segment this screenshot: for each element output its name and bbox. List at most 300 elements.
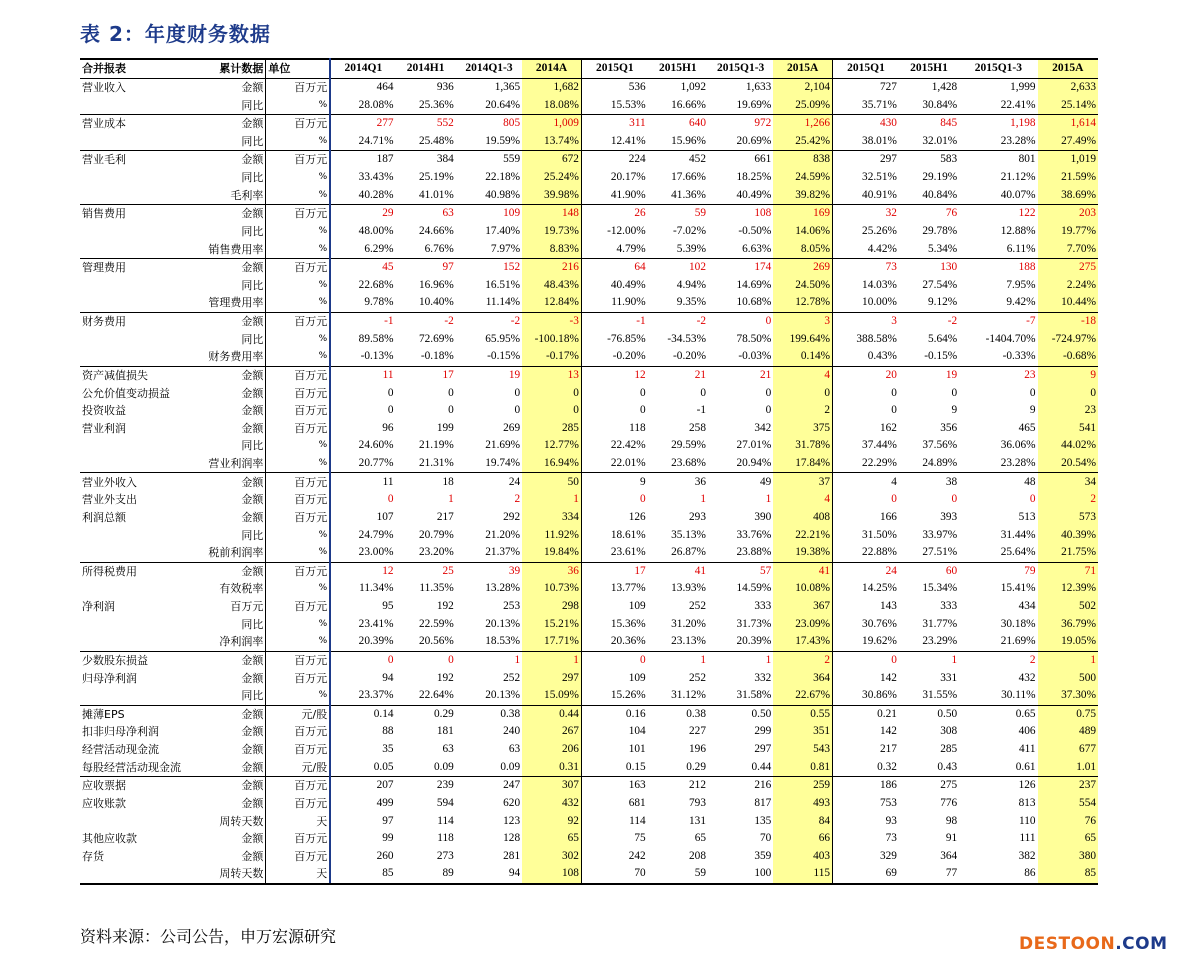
table-row	[80, 223, 1098, 241]
table-cell: 14.25%	[862, 582, 897, 595]
row-unit-cell	[266, 848, 330, 866]
table-cell: 753	[879, 796, 897, 809]
table-cell: 1	[522, 491, 581, 509]
row-data-type: 金额	[191, 491, 266, 509]
table-cell: 14.69%	[736, 278, 772, 291]
table-cell: -0.20%	[673, 350, 706, 363]
row-unit-cell	[266, 473, 330, 491]
table-cell: 0	[700, 386, 706, 399]
header-unit: 单位	[266, 59, 330, 78]
header-period: 2015Q1	[833, 59, 899, 78]
table-cell: 2	[773, 651, 832, 669]
table-cell: 15.26%	[610, 689, 646, 702]
table-cell: 5.64%	[927, 332, 958, 345]
table-cell: 37.56%	[922, 439, 958, 452]
table-cell: 8.05%	[773, 240, 832, 258]
table-cell: 38	[899, 473, 959, 491]
row-item-name: 经营活动现金流	[82, 743, 159, 757]
table-cell: 2.24%	[1038, 277, 1098, 295]
financial-table	[80, 58, 1098, 885]
table-cell: 0	[1029, 493, 1036, 506]
table-cell: 1.01	[1038, 758, 1098, 776]
row-unit-cell	[266, 420, 330, 438]
table-row	[80, 562, 1098, 580]
table-cell: 18.25%	[736, 171, 772, 184]
row-data-type: 金额	[191, 384, 266, 402]
row-item-name: 财务费用	[80, 312, 191, 330]
table-cell: 227	[689, 725, 706, 738]
table-cell: 16.96%	[418, 278, 454, 291]
table-row	[80, 402, 1098, 420]
table-cell: 0	[891, 404, 897, 417]
table-cell: 31.20%	[671, 617, 706, 630]
table-cell: 239	[396, 777, 456, 795]
table-cell: 109	[628, 671, 646, 684]
table-cell: -1404.70%	[985, 332, 1036, 345]
table-cell: 37.44%	[862, 439, 897, 452]
table-cell: 543	[773, 741, 832, 759]
row-data-type: 金额	[191, 830, 266, 848]
row-data-type: 百万元	[191, 598, 266, 616]
table-cell: 0	[891, 493, 897, 506]
table-title: 表 2：年度财务数据	[80, 22, 271, 46]
table-cell: 273	[436, 849, 454, 862]
table-cell: 30.11%	[1001, 689, 1036, 702]
row-unit: %	[318, 440, 328, 451]
table-row	[80, 491, 1098, 509]
table-cell: 20.77%	[358, 457, 394, 470]
table-cell: 63	[442, 743, 454, 756]
table-row	[80, 96, 1098, 114]
row-data-type: 金额	[191, 562, 266, 580]
table-cell: 583	[899, 151, 959, 169]
table-cell: 63	[396, 205, 456, 223]
table-cell: 20.17%	[610, 171, 646, 184]
table-cell: 24.89%	[922, 457, 958, 470]
table-cell: 31.50%	[862, 528, 897, 541]
row-data-type: 营业利润率	[191, 455, 266, 473]
table-cell: 31.44%	[1000, 528, 1036, 541]
table-cell: 207	[330, 777, 395, 795]
row-unit: 百万元	[294, 117, 328, 131]
table-cell: 19.05%	[1038, 633, 1098, 651]
table-cell: -0.50%	[738, 224, 772, 237]
table-cell: 11	[330, 473, 395, 491]
row-unit-cell	[266, 526, 330, 544]
row-unit: 天	[316, 867, 328, 881]
table-cell: 10.40%	[418, 296, 454, 309]
table-cell: 115	[773, 865, 832, 884]
table-cell: 9	[581, 473, 647, 491]
table-cell: 114	[437, 814, 454, 827]
row-unit: 百万元	[294, 832, 328, 846]
row-data-type: 同比	[191, 133, 266, 151]
table-cell: 6.76%	[424, 242, 454, 255]
table-cell: 19.84%	[522, 544, 581, 562]
table-cell: -2	[456, 312, 522, 330]
table-cell: 15.34%	[922, 582, 958, 595]
table-cell: 500	[1038, 669, 1098, 687]
row-unit: 百万元	[294, 80, 328, 94]
table-cell: 99	[382, 832, 394, 845]
row-item-name	[80, 294, 191, 312]
table-cell: 88	[382, 725, 394, 738]
row-data-type: 金额	[191, 777, 266, 795]
table-cell: 63	[508, 743, 521, 756]
header-type: 累计数据	[191, 59, 266, 78]
table-cell: 285	[522, 420, 581, 438]
table-cell: 48.43%	[522, 277, 581, 295]
table-cell: 33.43%	[358, 171, 394, 184]
table-cell: 536	[628, 80, 646, 93]
table-cell: 142	[879, 725, 897, 738]
row-data-type: 金额	[191, 669, 266, 687]
table-cell: 9.42%	[1006, 296, 1036, 309]
table-cell: 364	[773, 669, 832, 687]
table-row	[80, 437, 1098, 455]
table-cell: 24.66%	[418, 224, 454, 237]
row-unit: %	[318, 297, 328, 308]
table-cell: 333	[940, 600, 958, 613]
table-cell: 27.54%	[922, 278, 958, 291]
table-cell: 110	[1019, 814, 1036, 827]
row-unit-cell	[266, 455, 330, 473]
table-cell: 10.00%	[862, 296, 897, 309]
table-cell: 128	[503, 832, 521, 845]
table-cell: 152	[456, 258, 522, 276]
table-cell: 10.73%	[522, 580, 581, 598]
table-row	[80, 455, 1098, 473]
table-cell: 252	[689, 671, 706, 684]
table-cell: 94	[382, 671, 394, 684]
table-row	[80, 598, 1098, 616]
table-row	[80, 615, 1098, 633]
table-cell: 17.71%	[522, 633, 581, 651]
table-cell: 50	[522, 473, 581, 491]
table-cell: 3	[833, 312, 899, 330]
table-cell: 23.13%	[671, 635, 706, 648]
table-cell: 36.06%	[1000, 439, 1036, 452]
table-cell: 92	[522, 812, 581, 830]
table-cell: 406	[1018, 725, 1036, 738]
row-unit-cell	[266, 96, 330, 114]
table-cell: 174	[708, 258, 773, 276]
row-data-type: 金额	[191, 848, 266, 866]
table-cell: 59	[648, 865, 708, 884]
table-cell: 41	[648, 562, 708, 580]
row-data-type: 金额	[191, 151, 266, 169]
table-cell: 34	[1038, 473, 1098, 491]
table-cell: 23.28%	[1000, 134, 1036, 147]
row-unit: 百万元	[294, 368, 328, 382]
table-cell: 342	[754, 421, 772, 434]
row-unit-cell	[266, 330, 330, 348]
table-cell: -2	[396, 312, 456, 330]
header-period: 2015A	[1038, 59, 1098, 78]
table-cell: 85	[330, 865, 395, 884]
table-cell: 1,428	[931, 80, 958, 93]
table-cell: 2	[773, 402, 832, 420]
table-cell: 2	[514, 493, 521, 506]
table-cell: 12	[330, 562, 395, 580]
table-cell: 367	[773, 598, 832, 616]
row-unit: 百万元	[294, 153, 328, 167]
table-body	[80, 78, 1098, 884]
table-cell: 329	[879, 849, 897, 862]
table-cell: 23.28%	[1000, 457, 1036, 470]
row-unit: %	[318, 690, 328, 701]
table-cell: 247	[456, 777, 522, 795]
table-row	[80, 687, 1098, 705]
row-data-type: 毛利率	[191, 186, 266, 204]
header-item: 合并报表	[80, 59, 191, 78]
table-cell: 41	[773, 562, 832, 580]
table-cell: 16.51%	[485, 278, 521, 291]
table-cell: 267	[522, 723, 581, 741]
table-row	[80, 384, 1098, 402]
table-cell: 242	[628, 849, 646, 862]
table-cell: 0.38	[648, 705, 708, 723]
row-data-type: 金额	[191, 420, 266, 438]
table-cell: 104	[628, 725, 646, 738]
row-item-name: 营业外支出	[82, 493, 137, 507]
table-cell: 297	[522, 669, 581, 687]
table-cell: 96	[382, 421, 394, 434]
table-cell: -76.85%	[607, 332, 646, 345]
row-unit-cell	[266, 777, 330, 795]
table-cell: 499	[376, 796, 394, 809]
table-cell: 0	[581, 651, 647, 669]
table-cell: 21	[708, 366, 773, 384]
table-row	[80, 830, 1098, 848]
header-period: 2014Q1	[330, 59, 395, 78]
row-unit-cell	[266, 723, 330, 741]
table-cell: 18.61%	[610, 528, 646, 541]
table-cell: 41.36%	[671, 188, 706, 201]
row-data-type: 管理费用率	[191, 294, 266, 312]
table-cell: 302	[522, 848, 581, 866]
table-cell: 97	[382, 814, 394, 827]
table-cell: 11.34%	[359, 582, 394, 595]
table-cell: 33.76%	[736, 528, 772, 541]
table-cell: 22.68%	[358, 278, 394, 291]
table-cell: 72.69%	[418, 332, 454, 345]
row-item-name	[80, 186, 191, 204]
table-cell: 0.55	[773, 705, 832, 723]
table-cell: 380	[1038, 848, 1098, 866]
table-cell: 1	[456, 651, 522, 669]
table-cell: 21.75%	[1038, 544, 1098, 562]
row-unit-cell	[266, 223, 330, 241]
table-cell: 21.69%	[485, 439, 521, 452]
table-cell: 15.09%	[522, 687, 581, 705]
table-cell: 66	[773, 830, 832, 848]
table-cell: 356	[940, 421, 958, 434]
table-row	[80, 669, 1098, 687]
table-cell: -0.18%	[420, 350, 454, 363]
table-cell: 1	[765, 493, 772, 506]
table-cell: 21.31%	[418, 457, 454, 470]
table-cell: 107	[376, 510, 394, 523]
table-cell: 5.39%	[676, 242, 706, 255]
table-cell: 20.79%	[418, 528, 454, 541]
table-cell: 307	[522, 777, 581, 795]
table-cell: 181	[436, 725, 454, 738]
table-cell: 541	[1038, 420, 1098, 438]
row-unit-cell	[266, 78, 330, 96]
table-cell: 11.14%	[485, 296, 521, 309]
table-cell: 2	[959, 651, 1037, 669]
row-item-name	[80, 812, 191, 830]
table-cell: 252	[503, 671, 521, 684]
table-cell: 212	[648, 777, 708, 795]
table-cell: 801	[959, 151, 1037, 169]
table-cell: 25.48%	[418, 134, 454, 147]
table-cell: 25.19%	[418, 171, 454, 184]
table-cell: -1	[330, 312, 395, 330]
table-row	[80, 78, 1098, 96]
table-cell: 24.50%	[773, 277, 832, 295]
table-row	[80, 258, 1098, 276]
table-cell: 40.98%	[485, 188, 521, 201]
row-item-name: 每股经营活动现金流	[82, 760, 181, 774]
table-cell: 20.54%	[1038, 455, 1098, 473]
table-cell: -0.15%	[924, 350, 958, 363]
table-cell: 109	[456, 205, 522, 223]
table-cell: 0	[640, 386, 646, 399]
row-item-name: 摊薄EPS	[80, 705, 191, 723]
table-cell: 224	[581, 151, 647, 169]
table-cell: 35	[382, 743, 394, 756]
table-cell: 7.70%	[1038, 240, 1098, 258]
table-cell: 351	[773, 723, 832, 741]
table-cell: 388.58%	[856, 332, 897, 345]
table-cell: 19	[899, 366, 959, 384]
row-item-name: 营业利润	[82, 421, 126, 435]
table-row	[80, 758, 1098, 776]
table-cell: 0	[522, 402, 581, 420]
table-cell: 0	[448, 386, 454, 399]
row-item-name	[80, 330, 191, 348]
table-cell: 169	[773, 205, 832, 223]
table-cell: 20	[833, 366, 899, 384]
table-cell: 793	[689, 796, 706, 809]
table-cell: 64	[581, 258, 647, 276]
table-cell: 297	[833, 151, 899, 169]
row-unit-cell	[266, 277, 330, 295]
table-cell: 35.13%	[671, 528, 706, 541]
row-unit-cell	[266, 114, 330, 132]
table-cell: 65	[1038, 830, 1098, 848]
table-cell: 17.40%	[485, 224, 521, 237]
table-cell: 0	[396, 651, 456, 669]
table-cell: 73	[833, 258, 899, 276]
table-cell: 216	[708, 777, 773, 795]
table-cell: 11	[330, 366, 395, 384]
table-cell: -7.02%	[673, 224, 706, 237]
row-unit: %	[318, 225, 328, 236]
table-cell: 375	[773, 420, 832, 438]
table-cell: 292	[503, 510, 521, 523]
table-cell: 65.95%	[485, 332, 521, 345]
row-item-name	[80, 865, 191, 884]
table-cell: 203	[1038, 205, 1098, 223]
table-cell: 25.09%	[773, 96, 832, 114]
row-unit: 百万元	[294, 493, 328, 507]
table-cell: 1,614	[1038, 114, 1098, 132]
table-cell: 25	[396, 562, 456, 580]
table-cell: 32.01%	[922, 134, 958, 147]
table-cell: 126	[959, 777, 1037, 795]
table-cell: 0	[951, 386, 958, 399]
table-cell: 217	[879, 743, 897, 756]
table-cell: 1,633	[745, 80, 772, 93]
table-cell: 1,009	[522, 114, 581, 132]
row-unit: 百万元	[294, 404, 328, 418]
table-cell: 10.68%	[736, 296, 772, 309]
table-cell: 20.64%	[485, 98, 521, 111]
row-unit: %	[318, 172, 328, 183]
table-cell: -7	[959, 312, 1037, 330]
table-cell: 0.32	[877, 760, 897, 773]
row-data-type: 金额	[191, 205, 266, 223]
table-cell: 0	[514, 404, 521, 417]
table-cell: 26	[581, 205, 647, 223]
row-data-type: 金额	[191, 258, 266, 276]
table-cell: 464	[376, 80, 394, 93]
row-unit: %	[318, 636, 328, 647]
table-cell: 48.00%	[358, 224, 394, 237]
table-cell: 2	[1038, 491, 1098, 509]
row-unit: %	[318, 333, 328, 344]
row-data-type: 金额	[191, 366, 266, 384]
table-cell: 41.90%	[610, 188, 646, 201]
table-row	[80, 580, 1098, 598]
row-item-name: 应收账款	[82, 796, 126, 810]
table-cell: 49	[708, 473, 773, 491]
row-unit-cell	[266, 687, 330, 705]
table-cell: 38.01%	[862, 134, 897, 147]
table-cell: 76	[899, 205, 959, 223]
table-header-row	[80, 59, 1098, 78]
table-cell: 9.78%	[364, 296, 394, 309]
table-cell: 333	[754, 600, 772, 613]
row-unit-cell	[266, 795, 330, 813]
row-unit-cell	[266, 509, 330, 527]
table-cell: 9	[951, 404, 958, 417]
table-cell: 15.36%	[610, 617, 646, 630]
row-data-type: 财务费用率	[191, 348, 266, 366]
table-cell: 0	[522, 384, 581, 402]
table-row	[80, 114, 1098, 132]
table-cell: 130	[899, 258, 959, 276]
table-cell: 38.69%	[1038, 186, 1098, 204]
row-item-name: 应收票据	[80, 777, 191, 795]
table-cell: 31.77%	[922, 617, 958, 630]
row-unit-cell	[266, 580, 330, 598]
table-row	[80, 812, 1098, 830]
row-unit: 天	[316, 814, 328, 828]
row-unit-cell	[266, 258, 330, 276]
table-cell: 23	[959, 366, 1037, 384]
table-cell: 57	[708, 562, 773, 580]
row-data-type: 金额	[191, 312, 266, 330]
table-row	[80, 544, 1098, 562]
row-item-name	[80, 526, 191, 544]
table-cell: 452	[648, 151, 708, 169]
row-unit-cell	[266, 705, 330, 723]
table-cell: 6.63%	[742, 242, 772, 255]
